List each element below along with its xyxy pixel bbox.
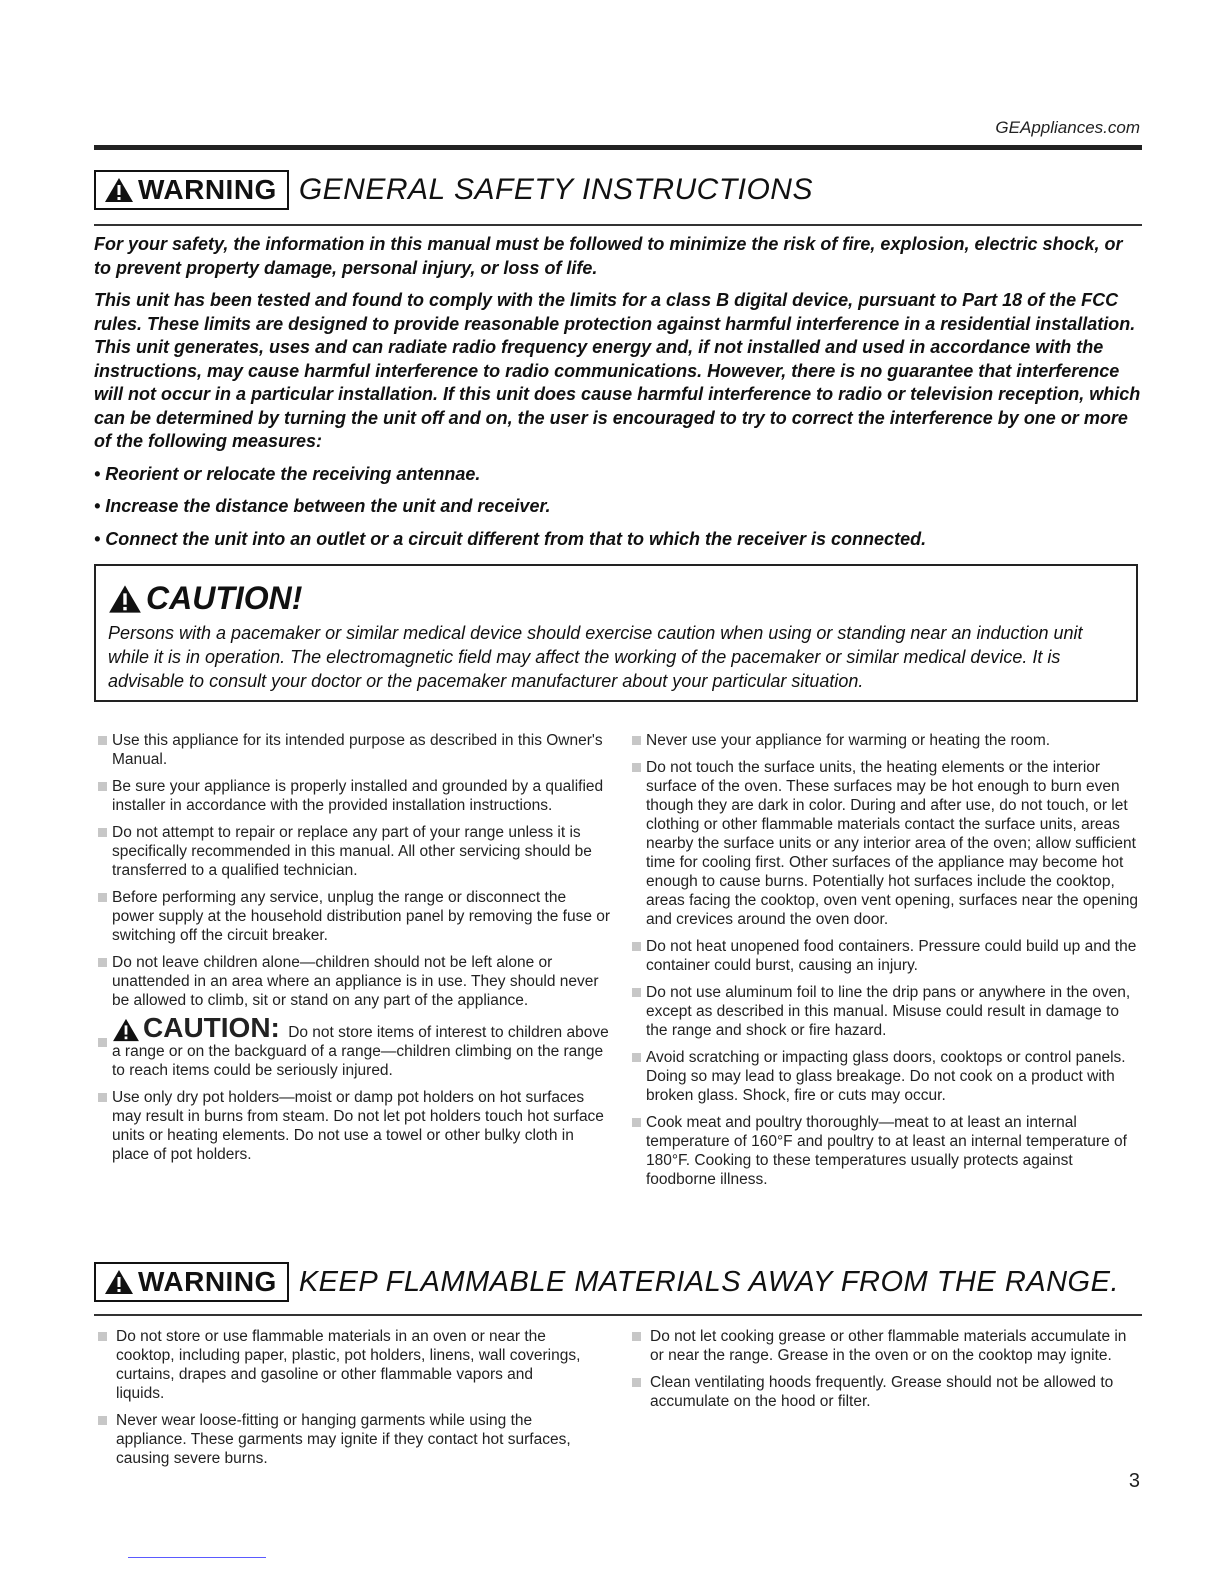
- left-column: [96, 731, 612, 1172]
- bullet-square-icon: [632, 942, 641, 951]
- caution-heading-label: CAUTION!: [146, 580, 303, 616]
- bullet-square-icon: [98, 893, 107, 902]
- right-column: [630, 731, 1142, 1197]
- bullet-square-icon: [632, 988, 641, 997]
- list-item: Avoid scratching or impacting glass doors, cooktops or control panels. Doing so may lead to glass breakage. Do not cook on a product with broken glass. Shock, fire or cuts may occur.: [630, 1048, 1142, 1105]
- bullet-square-icon: [98, 828, 107, 837]
- flammable-right-column: [630, 1327, 1142, 1419]
- bullet-square-icon: [98, 1416, 107, 1425]
- list-item: Never wear loose-fitting or hanging garments while using the appliance. These garments may ignite if they contact hot surfaces, causing severe burns.: [96, 1411, 582, 1468]
- list-item: Be sure your appliance is properly installed and grounded by a qualified installer in accordance with the provided installation instructions.: [96, 777, 612, 815]
- fcc-statement: This unit has been tested and found to comply with the limits for a class B digital device, pursuant to Part 18 of the FCC rules. These limits are designed to provide reasonable protection against harmful interference in a residential installation. This unit generates, uses and can radiate radio frequency energy and, if not installed and used in accordance with the instructions, may cause harmful interference to radio communications. However, there is no guarantee that interference will not occur in a particular installation. If this unit does cause harmful interference to radio or television reception, which can be determined by turning the unit off and on, the user is encouraged to try to correct the interference by one or more of the following measures:: [94, 290, 1141, 451]
- list-item: Use this appliance for its intended purpose as described in this Owner's Manual.: [96, 731, 612, 769]
- site-url: GEAppliances.com: [995, 118, 1140, 137]
- intro-block: [94, 233, 1142, 560]
- list-item: Never use your appliance for warming or heating the room.: [630, 731, 1142, 750]
- caution-heading: [108, 580, 1124, 617]
- bullet-square-icon: [632, 763, 641, 772]
- section-title: KEEP FLAMMABLE MATERIALS AWAY FROM THE RANGE.: [298, 1265, 1119, 1298]
- fcc-measure: • Connect the unit into an outlet or a circuit different from that to which the receiver is connected.: [94, 528, 927, 549]
- list-item: Do not leave children alone—children should not be left alone or unattended in an area where an appliance is in use. They should never be allowed to climb, sit or stand on any part of the appliance.: [96, 953, 612, 1010]
- flammable-materials-header: [94, 1262, 1119, 1302]
- list-item: Clean ventilating hoods frequently. Grease should not be allowed to accumulate on the hood or filter.: [630, 1373, 1142, 1411]
- fcc-measure: • Increase the distance between the unit and receiver.: [94, 496, 551, 516]
- list-item: Do not heat unopened food containers. Pressure could build up and the container could burst, causing an injury.: [630, 937, 1142, 975]
- list-item: Cook meat and poultry thoroughly—meat to at least an internal temperature of 160°F and poultry to at least an internal temperature of 180°F. Cooking to these temperatures usually protects against foodborne illness.: [630, 1113, 1142, 1189]
- list-item: Do not store or use flammable materials in an oven or near the cooktop, including paper, plastic, pot holders, linens, wall coverings, curtains, drapes and gasoline or other flammable vapors and liquids.: [96, 1327, 582, 1403]
- pacemaker-caution-box: [94, 564, 1138, 702]
- warning-badge-label: WARNING: [138, 1266, 277, 1297]
- page-number: 3: [1128, 1470, 1140, 1492]
- bullet-square-icon: [632, 736, 641, 745]
- safety-statement: For your safety, the information in this manual must be followed to minimize the risk of fire, explosion, electric shock, or to prevent property damage, personal injury, or loss of life.: [94, 234, 1123, 278]
- section-title: GENERAL SAFETY INSTRUCTIONS: [298, 173, 813, 206]
- warning-triangle-icon: [104, 1269, 134, 1295]
- warning-triangle-icon: [112, 1018, 140, 1042]
- flammable-left-column: [96, 1327, 582, 1476]
- bullet-square-icon: [632, 1378, 641, 1387]
- bullet-square-icon: [98, 1332, 107, 1341]
- fcc-measure: • Reorient or relocate the receiving antennae.: [94, 463, 481, 484]
- list-item: Use only dry pot holders—moist or damp pot holders on hot surfaces may result in burns from steam. Do not let pot holders touch hot surface units or heating elements. Do not use a towel or other bulky cloth in place of pot holders.: [96, 1088, 612, 1164]
- section-rule: [94, 1314, 1142, 1316]
- list-item: Do not let cooking grease or other flammable materials accumulate in or near the range. Grease in the oven or on the cooktop may ignite.: [630, 1327, 1142, 1365]
- list-item: Do not touch the surface units, the heating elements or the interior surface of the oven. These surfaces may be hot enough to burn even though they are dark in color. During and after use, do not touch, or let clothing or other flammable materials contact the surface units, areas nearby the surface units or any interior area of the oven; allow sufficient time for cooling first. Other surfaces of the appliance may become hot enough to cause burns. Potentially hot surfaces include the cooktop, areas facing the cooktop, oven vent opening, surfaces near the opening and crevices around the oven door.: [630, 758, 1142, 929]
- inline-caution-text: Do not store items of interest to children above a range or on the backguard of a range—children climbing on the range to reach items could be seriously injured.: [112, 1024, 609, 1079]
- bullet-square-icon: [632, 1118, 641, 1127]
- header-rule: [94, 145, 1142, 150]
- bullet-square-icon: [98, 1038, 107, 1047]
- bullet-square-icon: [632, 1053, 641, 1062]
- inline-caution-label: CAUTION :: [112, 1018, 280, 1042]
- warning-badge: [94, 170, 289, 210]
- warning-triangle-icon: [108, 584, 142, 614]
- bullet-square-icon: [98, 736, 107, 745]
- bullet-square-icon: [632, 1332, 641, 1341]
- warning-triangle-icon: [104, 177, 134, 203]
- footer-underline: [128, 1557, 266, 1558]
- list-item: Before performing any service, unplug the range or disconnect the power supply at the household distribution panel by removing the fuse or switching off the circuit breaker.: [96, 888, 612, 945]
- list-item: Do not use aluminum foil to line the drip pans or anywhere in the oven, except as described in this manual. Misuse could result in damage to the range and shock or fire hazard.: [630, 983, 1142, 1040]
- section-rule: [94, 224, 1142, 226]
- list-item: Do not attempt to repair or replace any part of your range unless it is specifically recommended in this manual. All other servicing should be transferred to a qualified technician.: [96, 823, 612, 880]
- warning-badge: [94, 1262, 289, 1302]
- bullet-square-icon: [98, 958, 107, 967]
- bullet-square-icon: [98, 1093, 107, 1102]
- inline-caution-item: [96, 1012, 612, 1080]
- bullet-square-icon: [98, 782, 107, 791]
- caution-text: Persons with a pacemaker or similar medical device should exercise caution when using or standing near an induction unit while it is in operation. The electromagnetic field may affect the working of the pacemaker or similar medical device. It is advisable to consult your doctor or the pacemaker manufacturer about your particular situation.: [108, 623, 1083, 691]
- general-safety-header: [94, 170, 813, 210]
- warning-badge-label: WARNING: [138, 174, 277, 205]
